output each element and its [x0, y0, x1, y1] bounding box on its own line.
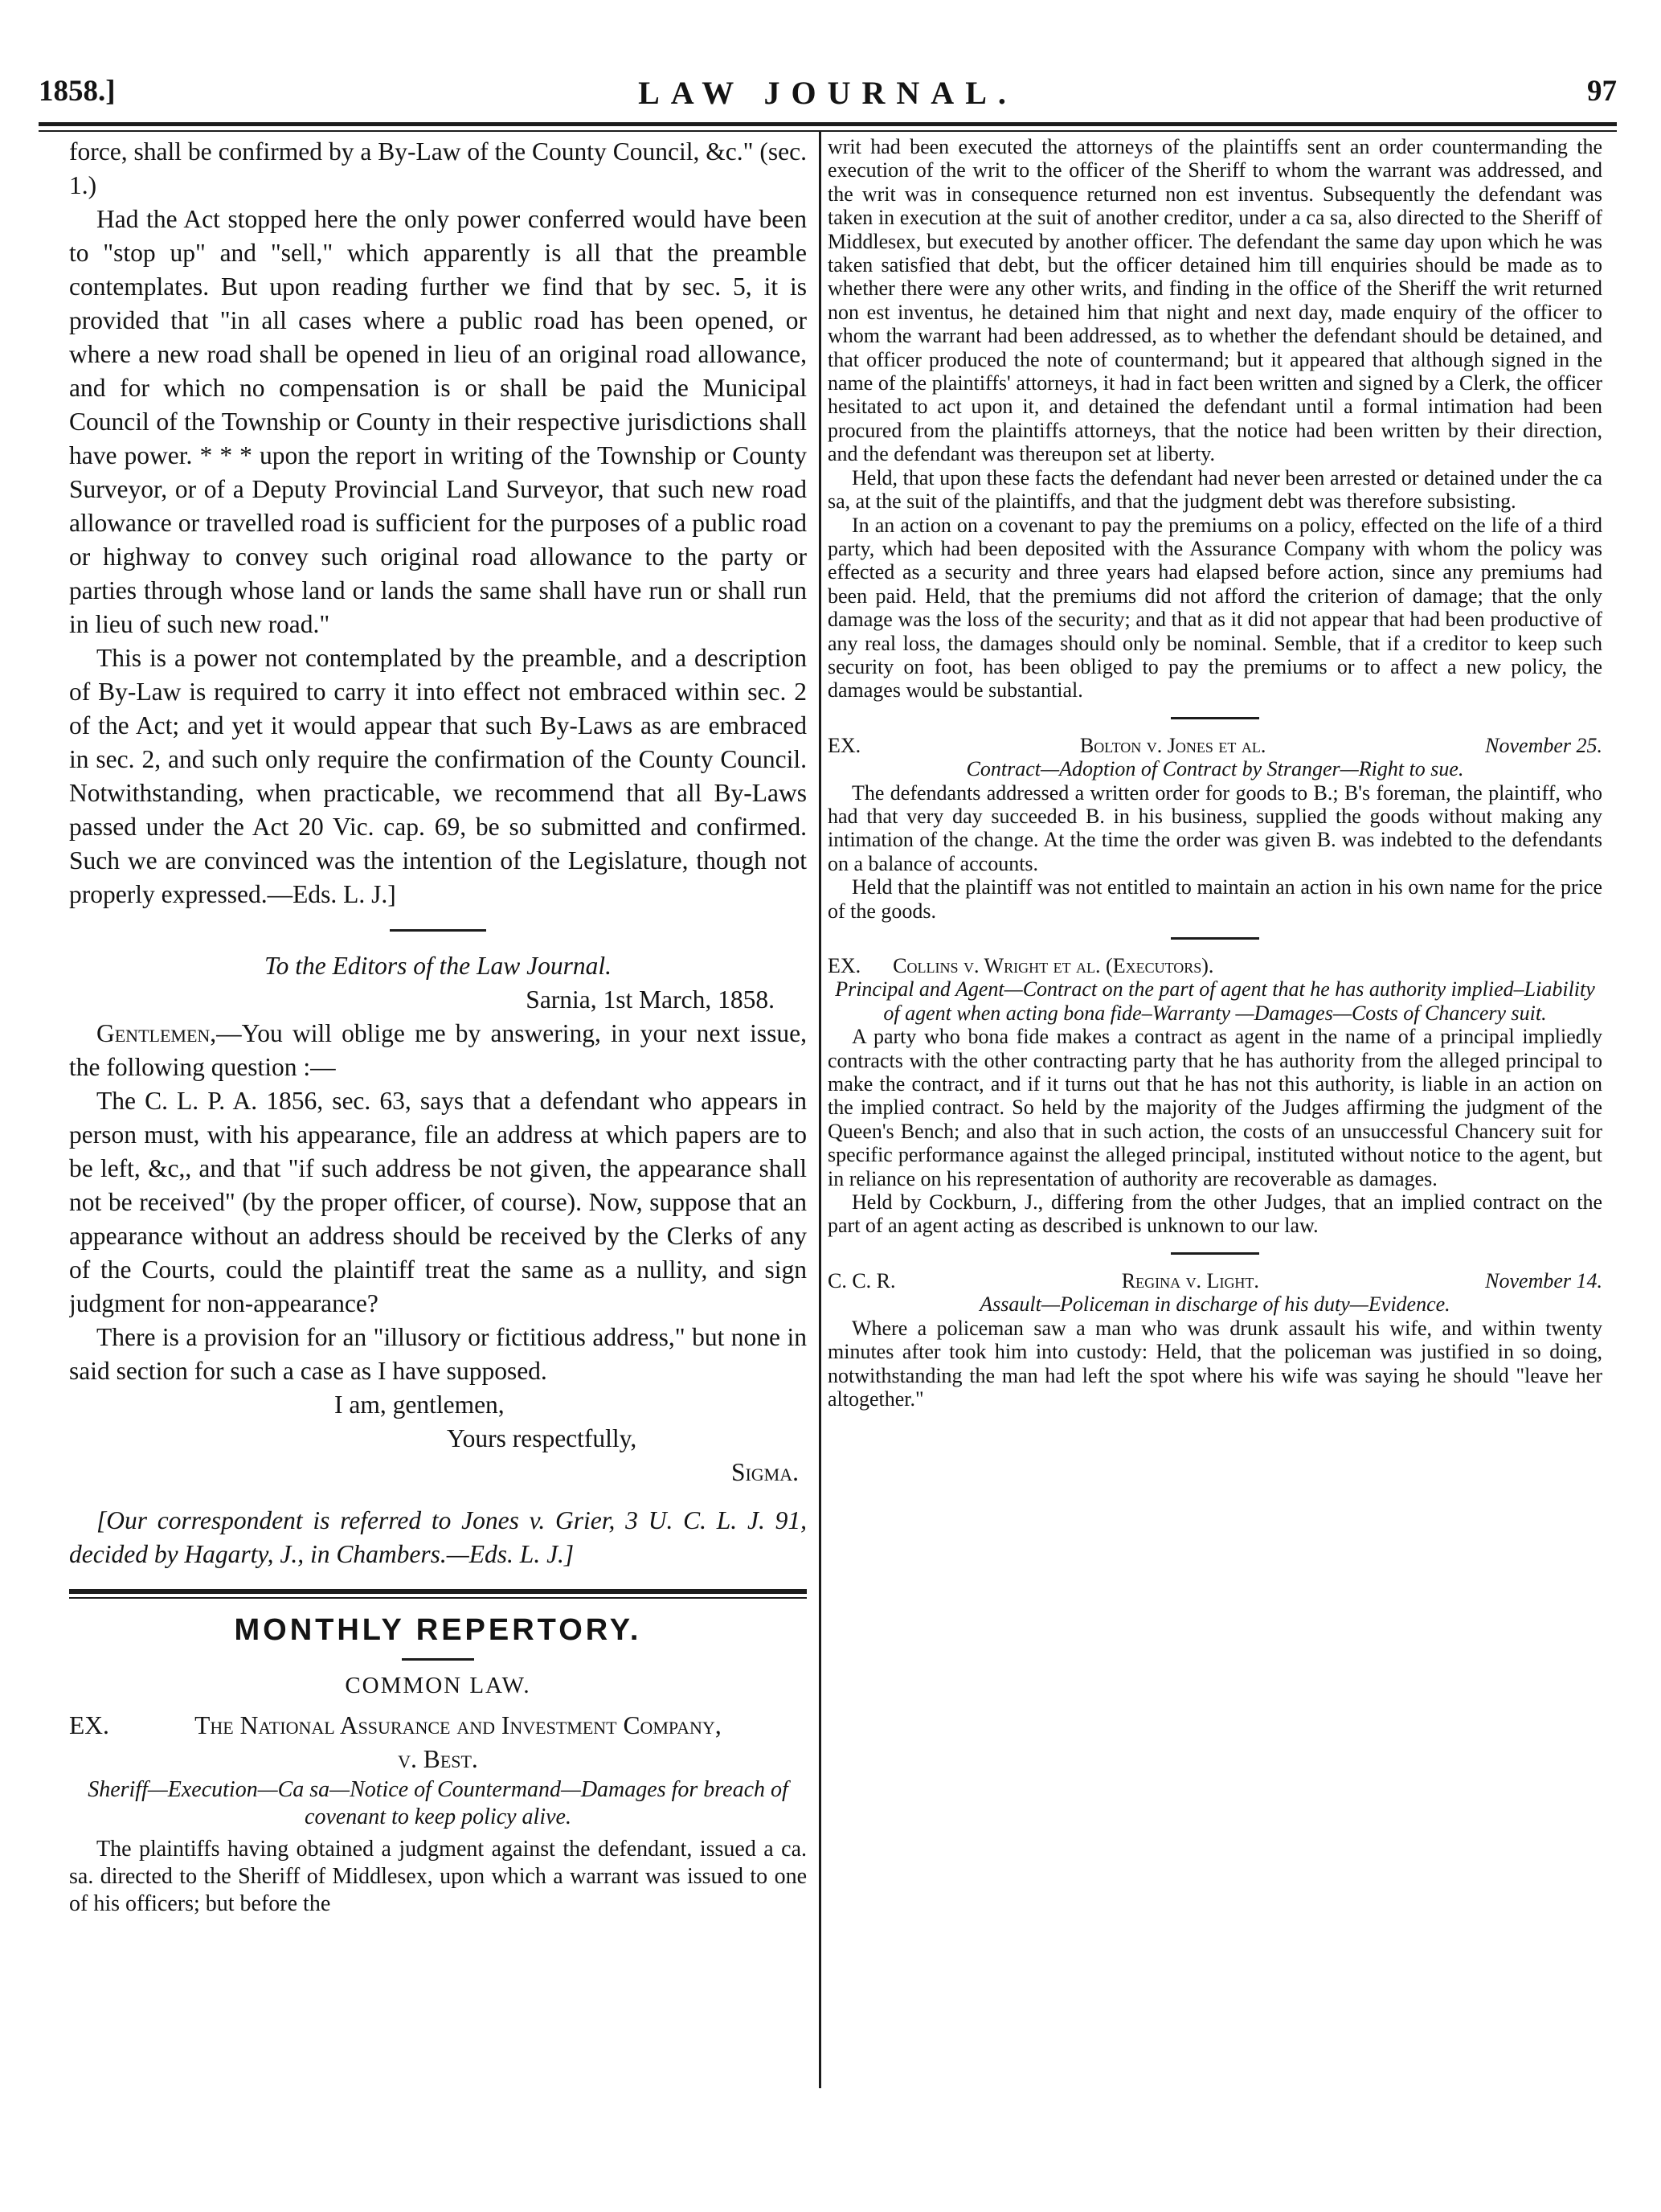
header-year: 1858.] [39, 75, 116, 108]
separator-rule [390, 929, 486, 932]
letter-opening: —You will oblige me by answering, in your next issue, the following question :— [69, 1019, 807, 1081]
case-2-subject: Contract—Adoption of Contract by Stranger—Right to sue. [966, 757, 1464, 781]
letter-closing-2: Yours respectfully, [447, 1424, 637, 1452]
case-4-name: Regina v. Light. [1121, 1268, 1259, 1292]
case-3-name: Collins v. Wright et al. (Executors). [893, 954, 1214, 977]
section-title-monthly-repertory: MONTHLY REPERTORY. [234, 1613, 642, 1647]
letter-addressee: To the Editors of the Law Journal. [264, 952, 612, 980]
left-paragraph-2: Had the Act stopped here the only power conferred would have been to "stop up" and "sell," which apparently is all that the preamble contemplates. But upon reading further we find that by sec. 5, it is provided that "in all cases where a public road has been opened, or where a new road shall be opened in lieu of an original road allowance, and for which no compensation is or shall be paid the Municipal Council of the Township or County in their respective jurisdictions shall have power. * * * upon the report in writing of the Township or County Surveyor, or of a Deputy Provincial Land Surveyor, that such new road allowance or travelled road is sufficient for the purposes of a public road or highway to convey such original road allowance to the party or parties through whose land or lands the same shall have run or shall run in lieu of such new road." [69, 205, 807, 638]
letter-place-date: Sarnia, 1st March, 1858. [526, 985, 775, 1014]
case-3-text: A party who bona fide makes a contract as agent in the name of a principal impliedly contracts with the other contracting party that he has authority from the alleged principal to make the contract, and if it turns out that he has not this authority, is liable in an action on the implied contract. So held by the majority of the Judges affirming the judgment of the Queen's Bench; and also that in such action, the costs of an unsuccessful Chancery suit for specific performance against the alleged principal, instituted without notice to the agent, but in reliance on his representation of authority are recoverable as damages. [828, 1025, 1602, 1190]
header-page-number: 97 [1587, 75, 1617, 108]
case-4-date: November 14. [1485, 1268, 1602, 1292]
case-1-paragraph-2: In an action on a covenant to pay the premiums on a policy, effected on the life of a third party, which had been deposited with the Assurance Company with whom the policy was effected as a security and three years had elapsed before action, since any premiums had been paid. Held, that the premiums did not afford the criterion of damage; that the only damage was the loss of the security; and that as it did not appear that had been productive of any real loss, the damages should only be nominal. Semble, that if a creditor to keep such security on foot, has been obliged to pay the premiums or to affect a new policy, the damages would be substantial. [828, 513, 1602, 703]
case-2-heading [828, 734, 1602, 757]
case-1-court: EX. [69, 1711, 109, 1739]
letter-closing-1: I am, gentlemen, [334, 1391, 505, 1419]
subsection-title-common-law: COMMON LAW. [345, 1673, 531, 1698]
letter-body-2: There is a provision for an "illusory or fictitious address," but none in said section for such a case as I have supposed. [69, 1323, 807, 1385]
case-1-name-line-2: v. Best. [398, 1745, 478, 1773]
case-3-heading [828, 954, 1602, 977]
section-rule-thick [69, 1589, 807, 1594]
case-1-subject: Sheriff—Execution—Ca sa—Notice of Countermand—Damages for breach of covenant to keep policy alive. [88, 1777, 788, 1829]
case-3-held: Held by Cockburn, J., differing from the other Judges, that an implied contract on the part of an agent acting as described is unknown to our law. [828, 1190, 1602, 1238]
case-2-text: The defendants addressed a written order for goods to B.; B's foreman, the plaintiff, who had that very day succeeded B. in his business, supplied the goods without making any intimation of the change. At the time the order was given B. was indebted to the defendants on a balance of accounts. [828, 780, 1602, 875]
letter-opening-paragraph [69, 1017, 807, 1084]
case-1-held: Held, that upon these facts the defendant had never been arrested or detained under the ca sa, at the suit of the plaintiffs, and that the judgment debt was therefore subsisting. [828, 465, 1602, 514]
left-paragraph-3: This is a power not contemplated by the preamble, and a description of By-Law is required to carry it into effect not embraced within sec. 2 of the Act; and yet it would appear that such By-Laws as are embraced in sec. 2, and such only require the confirmation of the County Council. Notwithstanding, when practicable, we recommend that all By-Laws passed under the Act 20 Vic. cap. 69, be so submitted and confirmed. Such we are convinced was the intention of the Legislature, though not properly expressed.—Eds. L. J.] [69, 644, 807, 908]
case-4-heading [828, 1269, 1602, 1292]
case-2-court: EX. [828, 733, 861, 757]
section-rule-thin [69, 1597, 807, 1599]
case-4-subject: Assault—Policeman in discharge of his duty—Evidence. [980, 1292, 1450, 1317]
editor-note: [Our correspondent is referred to Jones v. Grier, 3 U. C. L. J. 91, decided by Hagarty, J., in Chambers.—Eds. L. J.] [69, 1506, 807, 1568]
case-2-name: Bolton v. Jones et al. [1079, 733, 1266, 757]
header-rule-thin [39, 130, 1617, 132]
case-3-court: EX. [828, 954, 861, 977]
case-separator-1 [1171, 717, 1259, 719]
left-column [69, 135, 807, 2088]
header-title: LAW JOURNAL. [638, 75, 1017, 111]
case-2-date: November 25. [1485, 733, 1602, 757]
case-4-court: C. C. R. [828, 1268, 896, 1292]
case-separator-3 [1171, 1252, 1259, 1255]
case-3-subject: Principal and Agent—Contract on the part of agent that he has authority implied–Liability of agent when acting bona fide–Warranty —Damages—Costs of Chancery suit. [835, 977, 1595, 1025]
case-1-heading [69, 1709, 807, 1743]
letter-signature: Sigma. [730, 1458, 799, 1486]
page-header [39, 74, 1617, 122]
right-column [828, 135, 1602, 2088]
left-paragraph-1: force, shall be confirmed by a By-Law of the County Council, &c." (sec. 1.) [69, 137, 807, 199]
case-1-name-line-1: The National Assurance and Investment Company, [194, 1711, 722, 1739]
section-title-rule [402, 1658, 474, 1661]
case-1-continued: writ had been executed the attorneys of the plaintiffs sent an order countermanding the execution of the writ to the officer of the Sheriff to whom the warrant was addressed, and the writ was in consequence returned non est inventus. Subsequently the defendant was taken in execution at the suit of another creditor, under a ca sa, also directed to the Sheriff of Middlesex, but executed by another officer. The defendant the same day upon which he was taken satisfied that debt, but the officer detained him till enquiries should be made as to whether there were any other writs, and finding in the office of the Sheriff the writ returned non est inventus, he detained him that night and next day, made enquiry of the officer to whom the warrant had been addressed, as to whether the defendant should be detained, and that officer produced the note of countermand; but it appeared that although signed in the name of the plaintiffs' attorneys, it had in fact been written and signed by a Clerk, the officer hesitated to act upon it, and detained the defendant until a formal intimation had been procured from the plaintiffs attorneys, that the notice had been written by their direction, and the defendant was thereupon set at liberty. [828, 135, 1602, 466]
case-2-held: Held that the plaintiff was not entitled to maintain an action in his own name for the price of the goods. [828, 875, 1602, 923]
letter-body-1: The C. L. P. A. 1856, sec. 63, says that a defendant who appears in person must, with his appearance, file an address at which papers are to be left, &c,, and that "if such address be not given, the appearance shall not be received" (by the proper officer, of course). Now, suppose that an appearance without an address should be received by the Clerks of any of the Courts, could the plaintiff treat the same as a nullity, and sign judgment for non-appearance? [69, 1087, 807, 1317]
case-4-text: Where a policeman saw a man who was drunk assault his wife, and within twenty minutes after took him into custody: Held, that the policeman was justified in so doing, notwithstanding the man had left the spot where his wife was saying he should "leave her altogether." [828, 1316, 1602, 1411]
column-divider [819, 132, 821, 2088]
header-rule-thick [39, 122, 1617, 126]
case-1-text-start: The plaintiffs having obtained a judgment against the defendant, issued a ca. sa. directed to the Sheriff of Middlesex, upon which a warrant was issued to one of his officers; but before the [69, 1837, 807, 1916]
letter-gentlemen: Gentlemen, [96, 1019, 217, 1047]
case-separator-2 [1171, 937, 1259, 940]
